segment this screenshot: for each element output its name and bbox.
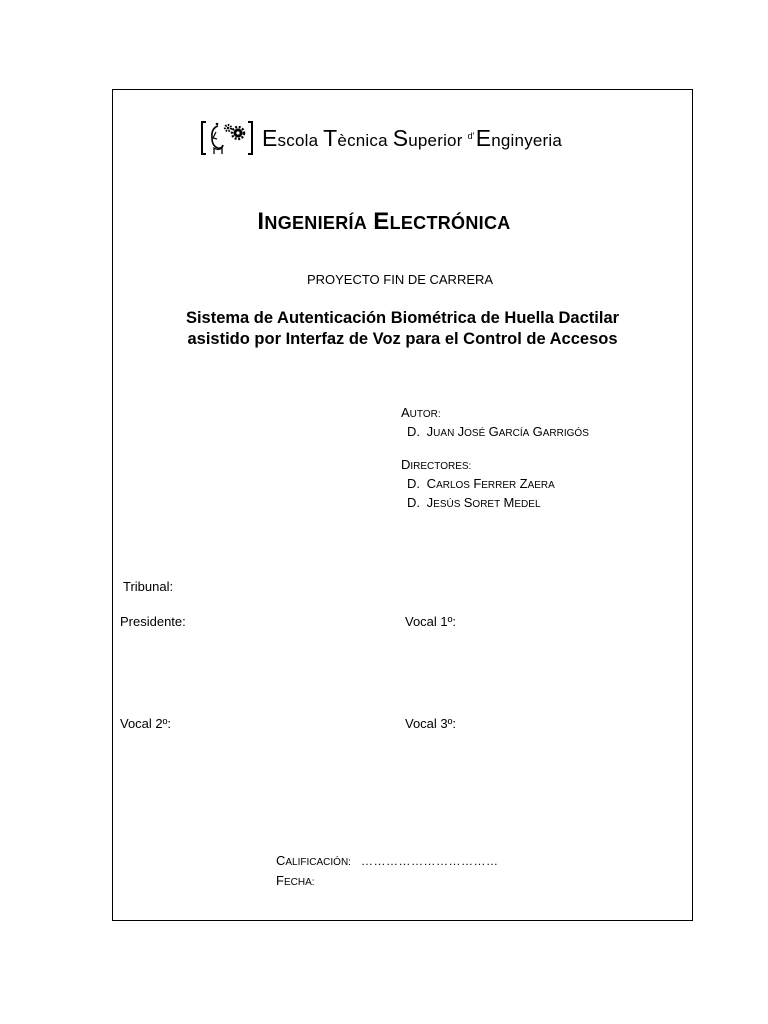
- directors-block: [401, 456, 555, 513]
- school-name-word: scola: [277, 130, 319, 150]
- school-name-word: ècnica: [337, 130, 388, 150]
- calificacion-line: [276, 852, 498, 872]
- director-name-initial: C: [426, 476, 437, 491]
- fecha-initial: F: [276, 873, 284, 888]
- calificacion-initial: C: [276, 853, 286, 868]
- project-title-line-2: asistido por Interfaz de Voz para el Control de Accesos: [187, 330, 618, 348]
- author-name-part: ARRIGÓS: [542, 428, 589, 439]
- vocal-2-label: Vocal 2º:: [120, 716, 172, 731]
- director-name-initial: M: [503, 495, 515, 510]
- degree-title: [0, 208, 768, 236]
- school-name-initial: S: [392, 124, 409, 151]
- director-name-initial: S: [463, 495, 473, 510]
- degree-initial: E: [373, 208, 390, 235]
- project-title-line-1: Sistema de Autenticación Biométrica de Huella Dactilar: [185, 309, 620, 327]
- presidente-label: Presidente:: [120, 614, 186, 629]
- school-name: [262, 125, 562, 152]
- author-label-rest: UTOR:: [409, 409, 441, 420]
- director-name-prefix: D.: [407, 476, 420, 491]
- author-name: [401, 423, 589, 442]
- calificacion-dotted-field: ……………………………: [360, 854, 499, 868]
- school-name-prefix: d': [467, 130, 475, 141]
- fecha-label: ECHA:: [283, 877, 315, 888]
- school-name-initial: T: [323, 124, 338, 151]
- directors-label-rest: IRECTORES:: [410, 461, 472, 472]
- director-name-part: ESÚS: [433, 499, 461, 510]
- school-name-word: uperior: [408, 130, 463, 150]
- author-name-part: ARCÍA: [498, 428, 530, 439]
- author-name-part: OSÉ: [464, 428, 486, 439]
- directors-label-initial: D: [401, 457, 411, 472]
- degree-word: LECTRÓNICA: [389, 213, 511, 233]
- director-name-part: AERA: [527, 480, 555, 491]
- grading-block: [276, 852, 498, 892]
- author-block: [401, 404, 589, 442]
- project-type-label: PROYECTO FIN DE CARRERA: [306, 272, 494, 287]
- director-name-initial: F: [473, 476, 482, 491]
- author-name-part: UAN: [433, 428, 455, 439]
- author-name-initial: G: [532, 424, 543, 439]
- fecha-line: [276, 872, 498, 892]
- school-emblem-icon: [198, 118, 256, 158]
- author-name-initial: J: [457, 424, 465, 439]
- vocal-1-label: Vocal 1º:: [405, 614, 457, 629]
- author-label-initial: A: [401, 405, 410, 420]
- author-name-initial: J: [426, 424, 434, 439]
- school-name-initial: E: [475, 124, 492, 151]
- degree-initial: I: [257, 208, 265, 235]
- school-name-initial: E: [262, 124, 278, 151]
- director-name-part: ERRER: [481, 480, 517, 491]
- director-name-part: ORET: [472, 499, 501, 510]
- director-name-initial: Z: [519, 476, 528, 491]
- director-1-name: [401, 475, 555, 494]
- directors-label: [401, 456, 555, 475]
- director-2-name: [401, 494, 555, 513]
- vocal-3-label: Vocal 3º:: [405, 716, 457, 731]
- director-name-part: EDEL: [514, 499, 541, 510]
- author-name-initial: G: [488, 424, 499, 439]
- director-name-prefix: D.: [407, 495, 420, 510]
- calificacion-label: ALIFICACIÓN:: [285, 857, 351, 868]
- tribunal-label: Tribunal:: [123, 579, 174, 594]
- director-name-part: ARLOS: [436, 480, 470, 491]
- author-name-prefix: D.: [407, 424, 420, 439]
- school-name-word: nginyeria: [491, 130, 563, 150]
- project-title: [112, 308, 693, 350]
- director-name-initial: J: [426, 495, 434, 510]
- author-label: [401, 404, 589, 423]
- degree-word: NGENIERÍA: [264, 213, 368, 233]
- school-logo: [198, 118, 562, 158]
